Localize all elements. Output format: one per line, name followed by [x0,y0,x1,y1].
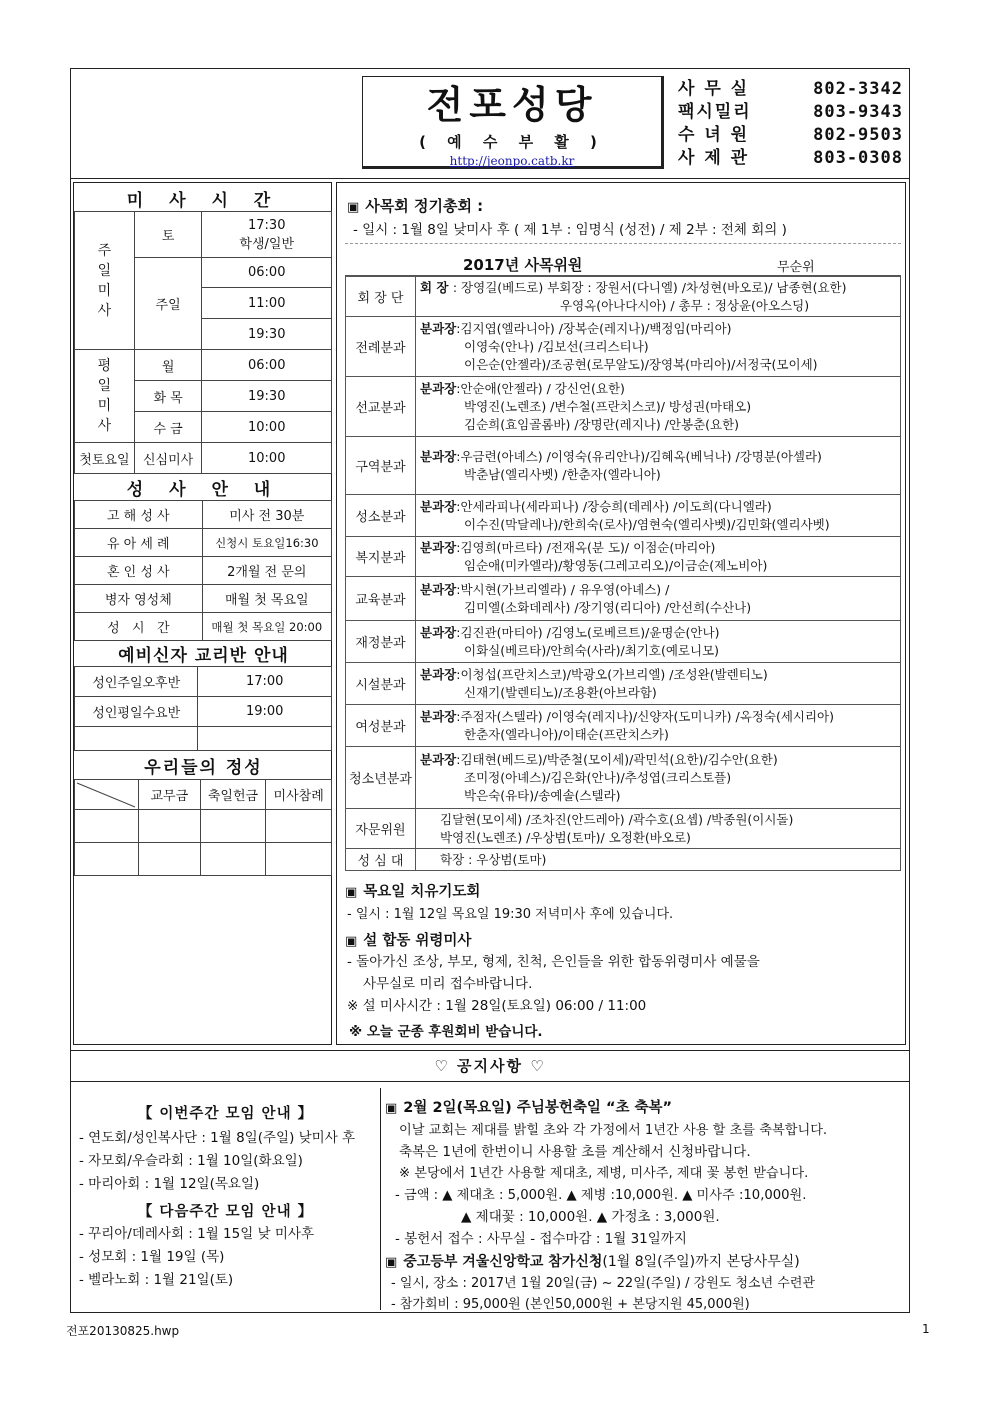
member-line: 분과장:주점자(스텔라) /이영숙(레지나)/신양자(도미니카) /옥정숙(세시리아) [420,708,834,724]
offering-header: 축일헌금 [200,780,266,810]
member-line: 분과장:김태현(베드로)/박준철(모이세)/곽민석(요한)/김수안(요한) [420,751,778,767]
memorial-line: - 돌아가신 조상, 부모, 형제, 친척, 은인들을 위한 합동위령미사 예물을 [347,954,760,970]
right-column [336,182,906,1045]
department-name: 복지분과 [346,537,416,577]
member-line: 회 장 : 장영길(베드로) 부회장 : 장원서(다니엘) /차성현(바오로)/ 남종현(요한) [420,279,847,295]
contact-number: 802-9503 [813,125,903,145]
footer-page-number: 1 [922,1322,930,1336]
staff-note: 무순위 [777,260,815,275]
department-name: 회 장 단 [346,277,416,317]
staff-row [346,495,901,537]
meeting-item: - 마리아회 : 1월 12일(목요일) [79,1176,260,1192]
class-name: 성인주일오후반 [75,667,198,697]
weekday-mass-label: 평일미사 [75,350,135,443]
square-bullet-icon: ▣ [347,200,360,215]
contact-row [678,78,903,101]
member-line: 이영숙(안나) /김보선(크리스티나) [464,338,649,354]
first-saturday-type: 신심미사 [134,443,202,474]
contact-number: 803-9343 [813,102,903,122]
class-name: 성인평일수요반 [75,697,198,727]
department-name: 성 심 대 [346,849,416,871]
department-name: 자문위원 [346,809,416,849]
sunday-label: 주일 [134,258,202,350]
parish-url-link[interactable]: http://jeonpo.catb.kr [449,154,575,168]
tue-thu-label: 화 목 [134,381,202,412]
military-notice: ※ 오늘 군종 후원회비 받습니다. [349,1024,543,1040]
department-members [416,809,901,849]
sacrament-name: 병자 영성체 [75,585,203,613]
department-members [416,621,901,663]
contact-row [678,124,903,147]
contact-row [678,101,903,124]
memorial-line: 사무실로 미리 접수바랍니다. [363,976,533,992]
member-line: 이화실(베르타)/안희숙(사라)/최기호(예로니모) [464,642,720,658]
contact-row [678,147,903,170]
member-line: 분과장:김진관(마티아) /김영노(로베르트)/윤명순(안나) [420,624,720,640]
contact-label: 사 무 실 [678,79,750,99]
candlemas-line: - 봉헌서 접수 : 사무실 - 접수마감 : 1월 31일까지 [395,1231,687,1247]
member-line: 김달현(모이세) /조차진(안드레아) /곽수호(요셉) /박종원(이시돌) [440,811,794,827]
offering-header: 미사참례 [266,780,332,810]
member-line: 분과장:김영희(마르타) /전재옥(분 도)/ 이점순(마리아) [420,539,716,555]
sacraments-table [74,500,332,641]
next-week-heading: 【 다음주간 모임 안내 】 [137,1204,314,1220]
sacrament-value: 신청시 토요일16:30 [202,529,331,557]
winter-school-heading: ▣ 중고등부 겨울신앙학교 참가신청(1월 8일(주일)까지 본당사무실) [385,1254,800,1270]
winter-school-line: - 참가회비 : 95,000원 (본인50,000원 + 본당지원 45,000원) [391,1297,750,1312]
member-line: 조미정(아녜스)/김은화(안나)/추성엽(크리스토플) [464,769,732,785]
contact-label: 수 녀 원 [678,125,750,145]
saturday-label: 토 [134,212,202,258]
council-meeting-heading: ▣ 사목회 정기총회 : [347,197,484,215]
department-name: 성소분과 [346,495,416,537]
monday-label: 월 [134,350,202,381]
contact-number: 802-3342 [813,79,903,99]
sunday-mass-label: 주일미사 [75,212,135,350]
department-name: 선교분과 [346,377,416,437]
meeting-item: - 연도회/성인복사단 : 1월 8일(주일) 낮미사 후 [79,1130,356,1146]
empty-cell [198,727,332,751]
staff-row [346,747,901,809]
member-line: 분과장:우금련(아녜스) /이영숙(유리안나)/김혜옥(베닉나) /강명분(아셀라) [420,448,822,464]
staff-row [346,849,901,871]
staff-title: 2017년 사목위원 [463,256,583,274]
first-saturday-time: 10:00 [202,443,332,474]
department-members [416,317,901,377]
staff-row [346,277,901,317]
first-saturday-label: 첫토요일 [75,443,135,474]
square-bullet-icon: ▣ [345,934,358,949]
header-divider [70,178,910,179]
sunday-time: 11:00 [202,288,332,319]
meeting-item: - 자모회/우슬라회 : 1월 10일(화요일) [79,1153,303,1169]
saturday-time: 17:30 학생/일반 [202,212,332,258]
department-name: 재정분과 [346,621,416,663]
sacrament-value: 매월 첫 목요일 20:00 [202,613,331,641]
wed-fri-label: 수 금 [134,412,202,443]
parish-title: 전포성당 [426,82,598,127]
healing-detail: - 일시 : 1월 12일 목요일 19:30 저녁미사 후에 있습니다. [347,907,674,922]
announcements-panel [380,1088,908,1310]
staff-row [346,317,901,377]
tue-thu-time: 19:30 [202,381,332,412]
sunday-time: 19:30 [202,319,332,350]
winter-school-line: - 일시, 장소 : 2017년 1월 20일(금) ~ 22일(주일) / 강원도 청소년 수련관 [391,1276,815,1291]
candlemas-line: 축복은 1년에 한번이니 사용할 초를 계산해서 신청바랍니다. [399,1144,751,1160]
meeting-item: - 꾸리아/데레사회 : 1월 15일 낮 미사후 [79,1226,315,1242]
square-bullet-icon: ▣ [385,1255,398,1270]
department-name: 교육분과 [346,577,416,621]
season-subtitle: ( 예 수 부 활 ) [419,133,605,151]
offering-title: 우리들의 정성 [144,758,263,778]
member-line: 분과장:안순애(안젤라) / 강신언(요한) [420,380,625,396]
department-members [416,277,901,317]
department-name: 구역분과 [346,437,416,495]
staff-row [346,809,901,849]
notice-bar: ♡ 공지사항 ♡ [70,1050,910,1082]
candlemas-line: 이날 교회는 제대를 밝힐 초와 각 가정에서 1년간 사용 할 초를 축복합니다. [399,1123,828,1138]
class-time: 19:00 [198,697,332,727]
offering-cell [138,843,200,876]
parish-title-box [362,76,664,169]
mass-times-table [74,211,332,474]
offering-cell [200,810,266,843]
member-line: 박영진(노렌조) /우상범(토마)/ 오정환(바오로) [440,829,691,845]
member-line: 학장 : 우상범(토마) [440,851,547,867]
offering-cell [266,843,332,876]
square-bullet-icon: ▣ [345,885,358,900]
member-line: 우영옥(아나다시아) / 총무 : 정상윤(아오스딩) [560,297,810,313]
member-line: 김미엘(소화데레사) /장기영(리디아) /안선희(수산나) [464,599,752,615]
department-name: 청소년분과 [346,747,416,809]
department-members [416,437,901,495]
sacrament-value: 미사 전 30분 [202,501,331,529]
memorial-heading: ▣ 설 합동 위령미사 [345,933,472,949]
candlemas-line: ▲ 제대꽃 : 10,000원. ▲ 가정초 : 3,000원. [461,1209,720,1225]
staff-table [345,276,901,871]
sunday-time: 06:00 [202,258,332,288]
member-line: 분과장:이청섭(프란치스코)/박광오(가브리엘) /조성완(발렌티노) [420,666,768,682]
contact-list [678,78,903,170]
candlemas-heading: ▣ 2월 2일(목요일) 주님봉헌축일 “초 축복” [385,1100,673,1116]
empty-cell [75,727,198,751]
staff-row [346,377,901,437]
catechumen-table [74,666,332,751]
diagonal-header-cell [75,780,139,810]
department-name: 여성분과 [346,705,416,747]
member-line: 분과장:김지엽(엘라니아) /장복순(레지나)/백정임(마리아) [420,320,732,336]
sacrament-name: 고 해 성 사 [75,501,203,529]
staff-row [346,577,901,621]
staff-row [346,663,901,705]
department-members [416,705,901,747]
wed-fri-time: 10:00 [202,412,332,443]
candlemas-line: - 금액 : ▲ 제대초 : 5,000원. ▲ 제병 :10,000원. ▲ 미사주 :10,000원. [395,1188,807,1203]
member-line: 분과장:안세라피나(세라피나) /장승희(데레사) /이도희(다니엘라) [420,498,772,514]
department-members [416,377,901,437]
meetings-panel [73,1088,378,1310]
offering-cell [75,810,139,843]
square-bullet-icon: ▣ [385,1101,398,1116]
sacrament-value: 2개월 전 문의 [202,557,331,585]
member-line: 이은순(안젤라)/조공현(로무알도)/장영복(마리아)/서정국(모이세) [464,356,818,372]
dashed-divider [345,243,901,244]
department-members [416,747,901,809]
offering-cell [200,843,266,876]
staff-row [346,437,901,495]
contact-label: 사 제 관 [678,148,750,168]
member-line: 신재기(발렌티노)/조용환(아브라함) [464,684,657,700]
member-line: 김순희(효임골롬바) /장명란(레지나) /안봉춘(요한) [464,416,740,432]
catechumen-title: 예비신자 교리반 안내 [118,646,289,666]
department-name: 전례분과 [346,317,416,377]
member-line: 임순애(미카엘라)/황영동(그레고리오)/이금순(제노비아) [464,557,768,573]
department-members [416,849,901,871]
meeting-item: - 벨라노회 : 1월 21일(토) [79,1272,234,1288]
offering-cell [75,843,139,876]
department-name: 시설분과 [346,663,416,705]
department-members [416,537,901,577]
staff-row [346,705,901,747]
sacrament-name: 성 시 간 [75,613,203,641]
department-members [416,495,901,537]
member-line: 분과장:박시현(가브리엘라) / 유우영(아녜스) / [420,581,670,597]
candlemas-line: ※ 본당에서 1년간 사용할 제대초, 제병, 미사주, 제대 꽃 봉헌 받습니다. [399,1166,809,1181]
memorial-line: ※ 설 미사시간 : 1월 28일(토요일) 06:00 / 11:00 [347,998,647,1014]
sacrament-name: 혼 인 성 사 [75,557,203,585]
mass-times-title: 미 사 시 간 [126,191,281,211]
this-week-heading: 【 이번주간 모임 안내 】 [137,1106,314,1122]
staff-row [346,537,901,577]
offering-header: 교무금 [138,780,200,810]
footer-filename: 전포20130825.hwp [66,1324,180,1338]
staff-row [346,621,901,663]
monday-time: 06:00 [202,350,332,381]
healing-heading: ▣ 목요일 치유기도회 [345,884,481,900]
left-column [73,182,332,1045]
sacrament-value: 매월 첫 목요일 [202,585,331,613]
class-time: 17:00 [198,667,332,697]
offering-table [74,779,332,876]
department-members [416,577,901,621]
member-line: 한춘자(엘라니아)/이태순(프란치스카) [464,726,669,742]
member-line: 박영진(노렌조) /변수철(프란치스코)/ 방성권(마태오) [464,398,752,414]
member-line: 박은숙(유타)/송예솔(스텔라) [464,787,621,803]
offering-cell [266,810,332,843]
offering-cell [138,810,200,843]
department-members [416,663,901,705]
council-meeting-detail: - 일시 : 1월 8일 낮미사 후 ( 제 1부 : 임명식 (성전) / 제 2부 : 전체 회의 ) [353,222,787,238]
contact-label: 팩시밀리 [678,102,752,122]
sacrament-name: 유 아 세 례 [75,529,203,557]
member-line: 이수진(막달레나)/한희숙(로사)/염현숙(엘리사벳)/김민화(엘리사벳) [464,516,830,532]
meeting-item: - 성모회 : 1월 19일 (목) [79,1249,225,1265]
contact-number: 803-0308 [813,148,903,168]
sacraments-title: 성 사 안 내 [126,480,281,500]
member-line: 박춘남(엘리사벳) /한춘자(엘라니아) [464,466,661,482]
